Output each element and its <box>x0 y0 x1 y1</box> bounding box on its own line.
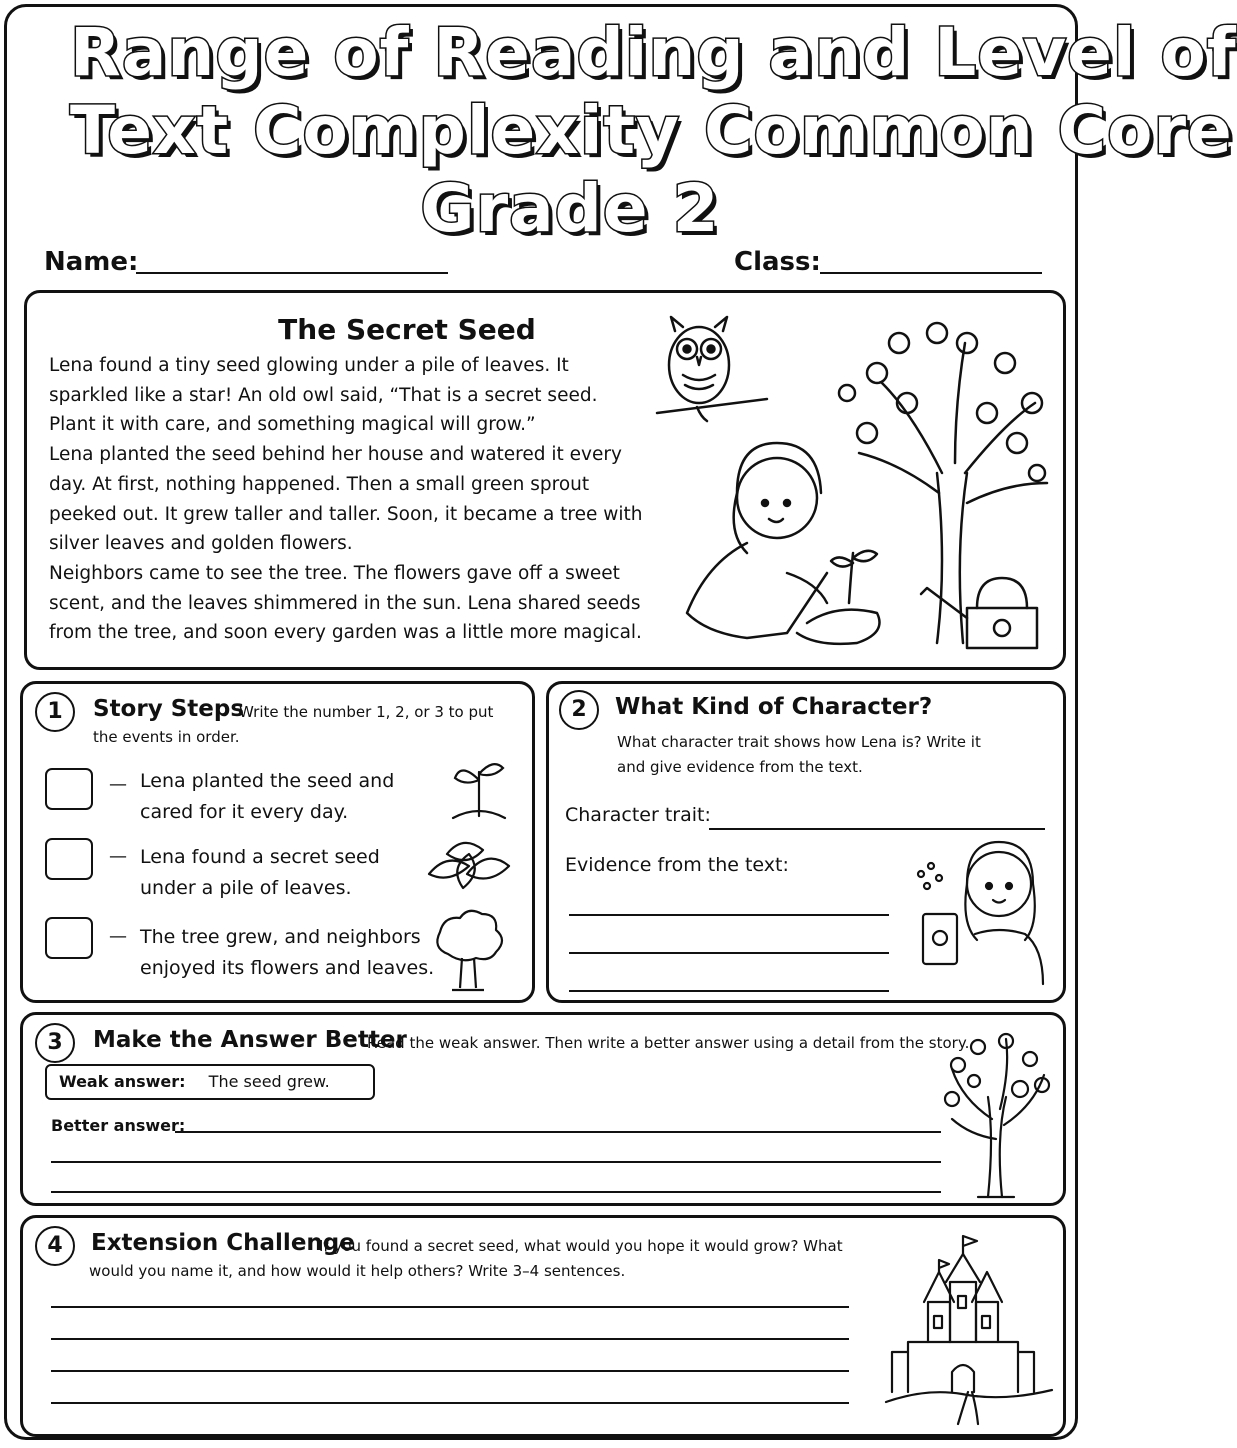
better-answer-line[interactable] <box>175 1131 941 1133</box>
writing-line[interactable] <box>51 1338 849 1340</box>
class-label: Class: <box>734 247 821 277</box>
dash: — <box>109 774 127 795</box>
weak-answer-text: The seed grew. <box>208 1072 330 1091</box>
worksheet-title <box>70 14 1237 248</box>
writing-line[interactable] <box>51 1402 849 1404</box>
weak-answer-box <box>45 1064 375 1100</box>
owl-icon <box>657 317 767 421</box>
section-title: Story Steps <box>93 696 245 722</box>
story-text <box>49 351 649 648</box>
story-paragraph: Neighbors came to see the tree. The flowers gave off a sweet scent, and the leaves shimmered in the sun. Lena shared seeds from the tree, and soon every garden was a little more magical. <box>49 562 642 644</box>
better-answer-label: Better answer: <box>51 1116 186 1135</box>
section-number: 3 <box>35 1023 75 1063</box>
extension-challenge-section <box>20 1215 1066 1437</box>
section-number: 2 <box>559 690 599 730</box>
name-label: Name: <box>44 247 139 277</box>
event-line: under a pile of leaves. <box>140 877 352 899</box>
class-field[interactable] <box>820 272 1042 274</box>
section-instructions: What character trait shows how Lena is? Write it and give evidence from the text. <box>617 733 981 776</box>
event-text <box>140 766 394 828</box>
weak-answer-label: Weak answer: <box>59 1072 186 1091</box>
event-line: The tree grew, and neighbors <box>140 926 421 948</box>
leaf-pile-icon <box>423 834 513 899</box>
sprout-icon <box>443 756 513 826</box>
better-answer-line[interactable] <box>51 1161 941 1163</box>
writing-line[interactable] <box>51 1306 849 1308</box>
section-instructions: Read the weak answer. Then write a better answer using a detail from the story. <box>367 1034 970 1052</box>
evidence-line[interactable] <box>569 990 889 992</box>
character-trait-label: Character trait: <box>565 804 711 826</box>
story-steps-section <box>20 681 535 1003</box>
character-section <box>546 681 1066 1003</box>
better-answer-section <box>20 1012 1066 1206</box>
story-paragraph: Lena found a tiny seed glowing under a pile of leaves. It sparkled like a star! An old owl said, “That is a secret seed. Plant it with care, and something magical will grow.” <box>49 355 598 436</box>
story-title: The Secret Seed <box>278 313 536 346</box>
evidence-line[interactable] <box>569 914 889 916</box>
evidence-line[interactable] <box>569 952 889 954</box>
dash: — <box>109 846 127 867</box>
evidence-label: Evidence from the text: <box>565 854 789 876</box>
story-paragraph: Lena planted the seed behind her house and watered it every day. At first, nothing happened. Then a small green sprout peeked out. It grew taller and taller. Soon, it became a tree with silver leaves and golden flowers. <box>49 444 643 555</box>
title-line-1: Range of Reading and Level of <box>70 14 1237 91</box>
section-instructions: If you found a secret seed, what would you hope it would grow? What would you name it, and how would it help others? Write 3–4 sentences. <box>89 1237 843 1280</box>
event-line: enjoyed its flowers and leaves. <box>140 957 435 979</box>
section-instructions: Write the number 1, 2, or 3 to put the events in order. <box>93 703 494 746</box>
character-trait-field[interactable] <box>709 828 1045 830</box>
tree-icon <box>839 323 1047 643</box>
castle-icon <box>878 1232 1058 1427</box>
writing-line[interactable] <box>51 1370 849 1372</box>
small-tree-icon <box>428 906 508 996</box>
section-number: 4 <box>35 1226 75 1266</box>
name-field[interactable] <box>136 272 448 274</box>
girl-planting-icon <box>687 443 880 644</box>
event-line: cared for it every day. <box>140 801 349 823</box>
order-box[interactable] <box>45 917 93 959</box>
section-title: What Kind of Character? <box>615 694 933 720</box>
section-number: 1 <box>35 692 75 732</box>
event-text <box>140 922 434 984</box>
story-box <box>24 290 1066 670</box>
title-line-3: Grade 2 <box>420 170 720 247</box>
event-line: Lena planted the seed and <box>140 770 395 792</box>
event-text <box>140 842 380 904</box>
flowering-tree-icon <box>938 1029 1053 1201</box>
section-title: Extension Challenge <box>91 1230 355 1256</box>
section-title: Make the Answer Better <box>93 1027 407 1053</box>
girl-with-seeds-icon <box>909 834 1059 994</box>
order-box[interactable] <box>45 838 93 880</box>
story-illustration <box>637 303 1057 658</box>
dash: — <box>109 926 127 947</box>
event-line: Lena found a secret seed <box>140 846 380 868</box>
better-answer-line[interactable] <box>51 1191 941 1193</box>
title-line-2: Text Complexity Common Core <box>70 92 1233 169</box>
order-box[interactable] <box>45 768 93 810</box>
